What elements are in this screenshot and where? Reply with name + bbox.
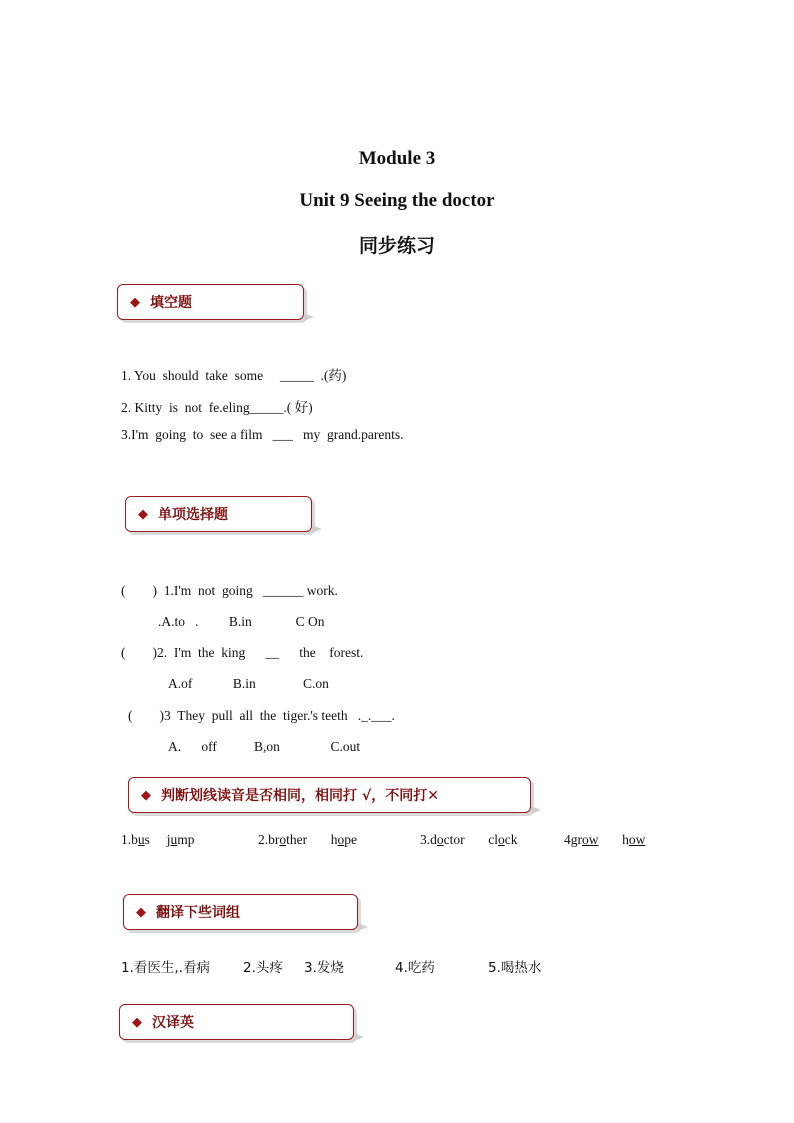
fill-question-1: 1. You should take some _____ .(药) [121,368,347,383]
choice-question-2: ( )2. I'm the king __ the forest. [121,645,364,660]
phonics-item-3: 3.doctor clock [420,832,518,847]
phonics-item-2: 2.brother hope [258,832,357,847]
translate-item-2: 2.头疼 [243,960,283,976]
module-title: Module 3 [358,148,436,169]
section-cn-en-label: 汉译英 [152,1015,194,1031]
phonics-item-1: 1.bus jump [121,832,195,847]
choice-question-3: ( )3 They pull all the tiger.'s teeth ._.___. [128,708,395,723]
choice-question-1: ( ) 1.I'm not going ______ work. [121,583,338,598]
page-subtitle: 同步练习 [358,235,435,257]
choice-options-2: A.of B.in C.on [168,676,329,691]
section-tail-decoration [354,1033,364,1041]
choice-options-3: A. off B,on C.out [168,739,361,754]
section-translate-header [123,894,358,930]
translate-item-5: 5.喝热水 [488,960,542,976]
section-tail-decoration [531,806,541,814]
section-tail-decoration [358,923,368,931]
fill-question-3: 3.I'm going to see a film ___ my grand.parents. [121,427,404,442]
diamond-icon: ◆ [132,1014,142,1030]
section-choice-header [125,496,312,532]
translate-item-3: 3.发烧 [304,960,344,976]
fill-question-2: 2. Kitty is not fe.eling_____.( 好) [121,400,313,415]
diamond-icon: ◆ [136,904,146,920]
phonics-item-4: 4grow how [564,832,646,847]
section-tail-decoration [304,313,314,321]
section-cn-en-header [119,1004,354,1040]
section-fill-label: 填空题 [150,295,192,311]
unit-title: Unit 9 Seeing the doctor [299,190,495,211]
section-tail-decoration [312,525,322,533]
diamond-icon: ◆ [138,506,148,522]
diamond-icon: ◆ [130,294,140,310]
section-translate-label: 翻译下些词组 [156,905,240,921]
translate-item-1: 1.看医生,.看病 [121,960,210,976]
section-phonics-header [128,777,531,813]
choice-options-1: .A.to . B.in C On [158,614,325,629]
translate-item-4: 4.吃药 [395,960,435,976]
section-fill-header [117,284,304,320]
section-choice-label: 单项选择题 [158,507,228,523]
section-phonics-label: 判断划线读音是否相同，相同打 √，不同打✕ [161,788,439,804]
diamond-icon: ◆ [141,787,151,803]
